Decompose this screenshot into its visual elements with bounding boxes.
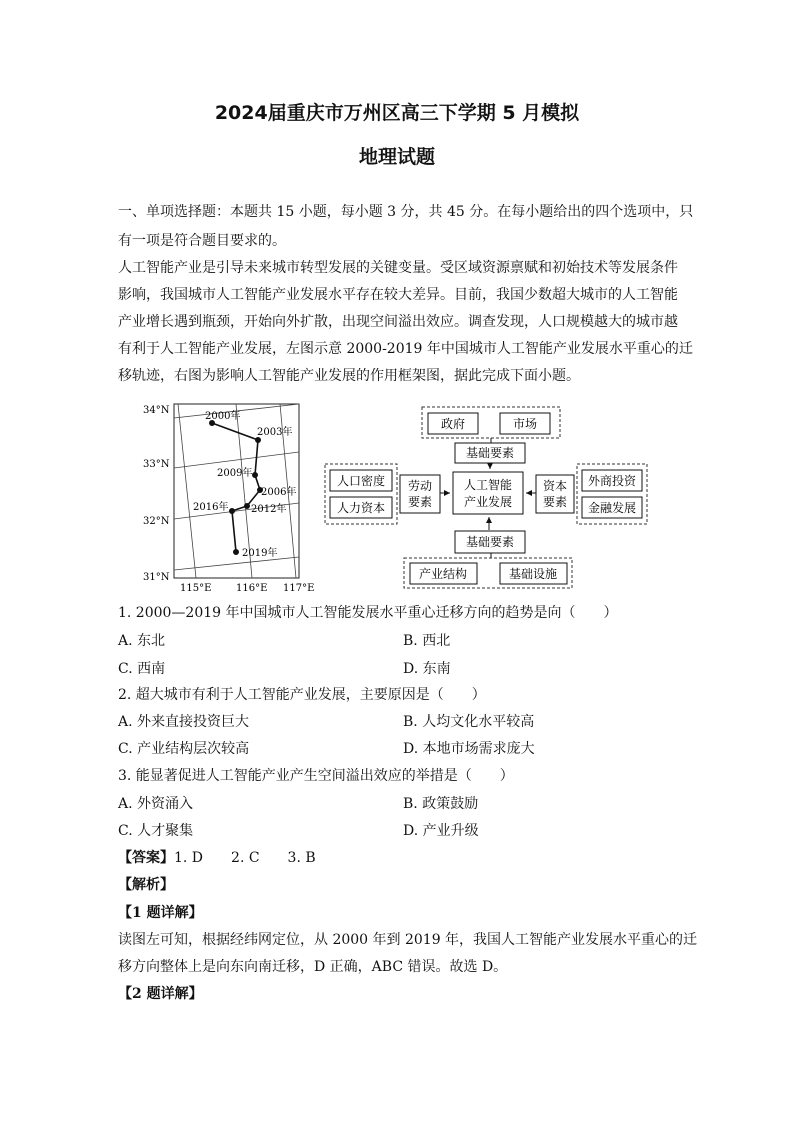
lat-label: 31°N xyxy=(143,572,170,583)
q3-option-c: C. 人才聚集 xyxy=(118,823,194,839)
right-group-box xyxy=(577,464,647,524)
q2-detail-label: 【2 题详解】 xyxy=(118,986,203,1002)
label-top-basic: 基础要素 xyxy=(465,446,515,460)
intro-line: 影响，我国城市人工智能产业发展水平存在较大差异。目前，我国少数超大城市的人工智能 xyxy=(118,287,678,303)
answer-line xyxy=(118,848,678,868)
page-subtitle: 地理试题 xyxy=(358,146,435,168)
point-2009 xyxy=(252,472,258,478)
longitude-line xyxy=(178,404,196,578)
label-financial-development: 金融发展 xyxy=(587,501,637,515)
analysis-label: 【解析】 xyxy=(118,877,174,893)
question-1-stem: 1. 2000—2019 年中国城市人工智能发展水平重心迁移方向的趋势是向（ ） xyxy=(118,605,618,621)
q3-option-a: A. 外资涌入 xyxy=(118,796,194,812)
point-label: 2009年 xyxy=(217,468,253,479)
point-2019 xyxy=(233,549,239,555)
point-label: 2016年 xyxy=(193,502,229,513)
label-center-1: 人工智能 xyxy=(463,478,513,492)
latitude-line xyxy=(174,557,299,570)
answer-label: 【答案】 xyxy=(118,850,174,866)
lat-label: 33°N xyxy=(143,459,170,470)
lon-label: 115°E xyxy=(180,583,212,593)
label-population-density: 人口密度 xyxy=(336,474,386,488)
q3-option-d: D. 产业升级 xyxy=(403,823,479,839)
point-label: 2006年 xyxy=(261,487,297,498)
intro-line: 有利于人工智能产业发展，左图示意 2000-2019 年中国城市人工智能产业发展水平重心的迁 xyxy=(118,341,693,357)
label-center-2: 产业发展 xyxy=(463,495,513,509)
point-label: 2012年 xyxy=(251,504,287,515)
answer-text: 1. D 2. C 3. B xyxy=(174,850,316,866)
q2-option-a: A. 外来直接投资巨大 xyxy=(118,714,250,730)
point-label: 2003年 xyxy=(257,427,293,438)
q1-option-d: D. 东南 xyxy=(403,661,451,677)
lon-label: 116°E xyxy=(236,583,268,593)
framework-diagram xyxy=(320,402,652,590)
migration-track xyxy=(212,423,260,552)
migration-map xyxy=(136,398,321,593)
latitude-line xyxy=(174,452,299,468)
label-foreign-investment: 外商投资 xyxy=(587,474,637,488)
q1-option-c: C. 西南 xyxy=(118,661,166,677)
q1-option-a: A. 东北 xyxy=(118,633,166,649)
page-title: 2024届重庆市万州区高三下学期 5 月模拟 xyxy=(214,102,580,124)
label-labor-1: 劳动 xyxy=(407,479,433,493)
intro-line: 一、单项选择题：本题共 15 小题，每小题 3 分，共 45 分。在每小题给出的四个选项中，只 xyxy=(118,204,694,220)
point-2012 xyxy=(244,503,250,509)
left-group-box xyxy=(325,464,397,524)
q3-option-b: B. 政策鼓励 xyxy=(403,796,479,812)
point-label: 2019年 xyxy=(242,548,278,559)
label-capital-1: 资本 xyxy=(542,479,568,493)
label-human-capital: 人力资本 xyxy=(336,501,386,515)
question-2-stem: 2. 超大城市有利于人工智能产业发展，主要原因是（ ） xyxy=(118,687,486,703)
intro-line: 移轨迹，右图为影响人工智能产业发展的作用框架图，据此完成下面小题。 xyxy=(118,368,580,384)
label-government: 政府 xyxy=(440,417,466,431)
lon-label: 117°E xyxy=(283,583,315,593)
label-labor-2: 要素 xyxy=(407,495,433,509)
question-3-stem: 3. 能显著促进人工智能产业产生空间溢出效应的举措是（ ） xyxy=(118,768,514,784)
label-capital-2: 要素 xyxy=(542,495,568,509)
q2-option-b: B. 人均文化水平较高 xyxy=(403,714,535,730)
q1-option-b: B. 西北 xyxy=(403,633,451,649)
q2-option-c: C. 产业结构层次较高 xyxy=(118,741,250,757)
q1-detail-line: 读图左可知，根据经纬网定位，从 2000 年到 2019 年，我国人工智能产业发展水平重心的迁 xyxy=(118,932,698,948)
label-bottom-basic: 基础要素 xyxy=(465,535,515,549)
intro-line: 产业增长遇到瓶颈，开始向外扩散，出现空间溢出效应。调查发现，人口规模越大的城市越 xyxy=(118,314,678,330)
label-market: 市场 xyxy=(512,417,538,431)
point-2016 xyxy=(229,508,235,514)
q1-detail-line: 移方向整体上是向东向南迁移，D 正确，ABC 错误。故选 D。 xyxy=(118,959,508,975)
intro-line: 人工智能产业是引导未来城市转型发展的关键变量。受区域资源禀赋和初始技术等发展条件 xyxy=(118,260,678,276)
label-industry-structure: 产业结构 xyxy=(418,567,468,581)
point-label: 2000年 xyxy=(205,411,241,422)
intro-line: 有一项是符合题目要求的。 xyxy=(118,233,286,249)
q1-detail-label: 【1 题详解】 xyxy=(118,905,203,921)
lat-label: 34°N xyxy=(143,405,170,416)
q2-option-d: D. 本地市场需求庞大 xyxy=(403,741,535,757)
lat-label: 32°N xyxy=(143,516,170,527)
label-infrastructure: 基础设施 xyxy=(508,567,558,581)
